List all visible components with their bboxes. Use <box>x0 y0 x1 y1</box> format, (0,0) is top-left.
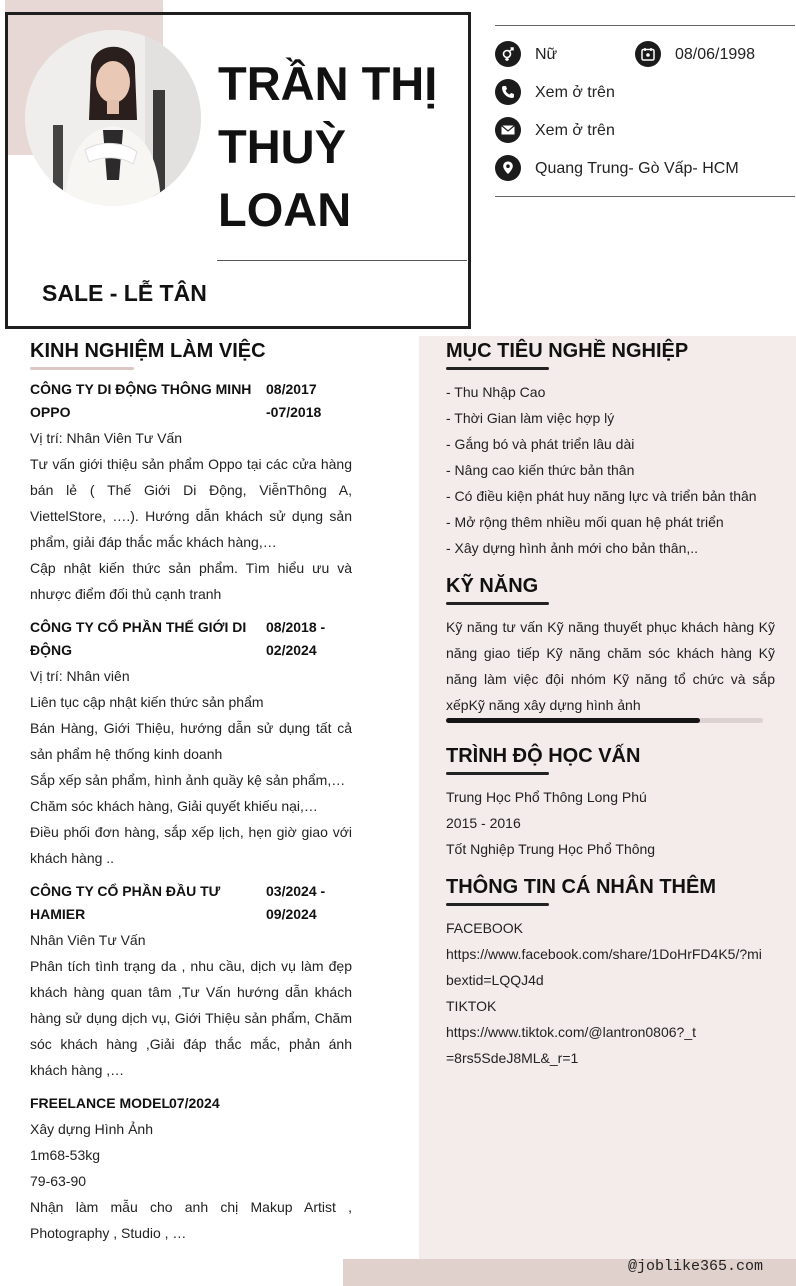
gender-icon <box>495 41 521 67</box>
job-description: Phân tích tình trạng da , nhu cầu, dịch vụ làm đẹp khách hàng quan tâm ,Tư Vấn hướng dẫn khách hàng sử dụng dịch vụ, Giới Thiệu sản phẩm, Chăm sóc khách hàng ,Giải đáp thắc mắc, phản ánh khách hàng ,… <box>30 958 352 1078</box>
job-company: FREELANCE MODEL <box>30 1095 170 1111</box>
birthday-value: 08/06/1998 <box>675 46 756 63</box>
job-description: Tư vấn giới thiệu sản phẩm Oppo tại các cửa hàng bán lẻ ( Thế Giới Di Động, ViễnThông A, ViettelStore, ….). Hướng dẫn khách sử dụng sản phẩm, giải đáp thắc mắc khách hàng,… <box>30 456 352 550</box>
objective-heading-underline <box>446 367 549 370</box>
objective-item: - Nâng cao kiến thức bản thân <box>446 462 635 478</box>
objective-item: - Mở rộng thêm nhiều mối quan hệ phát triển <box>446 514 724 530</box>
objective-item: - Có điều kiện phát huy năng lực và triển bản thân <box>446 488 757 504</box>
job-company: CÔNG TY CỔ PHẦN ĐẦU TƯ HAMIER <box>30 883 221 922</box>
email-value: Xem ở trên <box>535 122 615 139</box>
objective-heading: MỤC TIÊU NGHỀ NGHIỆP <box>446 340 689 362</box>
skills-heading-underline <box>446 602 549 605</box>
location-pin-icon <box>495 155 521 181</box>
objective-item: - Gắng bó và phát triển lâu dài <box>446 436 635 452</box>
facebook-link[interactable]: https://www.facebook.com/share/1DoHrFD4K5/?mibextid=LQQJ4d <box>446 946 762 988</box>
mail-icon <box>495 117 521 143</box>
job-role: Nhân Viên Tư Vấn <box>30 932 146 948</box>
calendar-icon <box>635 41 661 67</box>
job-period: 08/2017 -07/2018 <box>266 381 322 420</box>
skills-heading: KỸ NĂNG <box>446 575 539 597</box>
job-description: Liên tục cập nhật kiến thức sản phẩm <box>30 694 264 710</box>
job-title: SALE - LỄ TÂN <box>42 280 207 306</box>
job-description: 79-63-90 <box>30 1173 87 1189</box>
skill-level-bar <box>446 718 763 723</box>
job-period: 03/2024 - 09/2024 <box>266 883 326 922</box>
avatar <box>25 30 201 206</box>
education-heading-underline <box>446 772 549 775</box>
education-degree: Tốt Nghiệp Trung Học Phổ Thông <box>446 841 656 857</box>
job-role: Vị trí: Nhân Viên Tư Vấn <box>30 430 183 446</box>
job-description: 1m68-53kg <box>30 1147 101 1163</box>
name-divider <box>217 260 467 261</box>
job-description: Nhận làm mẫu cho anh chị Makup Artist , Photography , Studio , … <box>30 1199 352 1241</box>
job-company: CÔNG TY CỔ PHẦN THẾ GIỚI DI ĐỘNG <box>30 619 247 658</box>
gender-value: Nữ <box>535 46 558 63</box>
address-value: Quang Trung- Gò Vấp- HCM <box>535 160 739 177</box>
job-role: Xây dựng Hình Ảnh <box>30 1121 154 1137</box>
experience-heading-underline <box>30 367 134 370</box>
experience-heading: KINH NGHIỆM LÀM VIỆC <box>30 340 266 362</box>
contact-top-divider <box>495 25 795 26</box>
extra-info-heading: THÔNG TIN CÁ NHÂN THÊM <box>446 876 716 898</box>
footer-watermark: @joblike365.com <box>628 1258 764 1275</box>
job-description: Cập nhật kiến thức sản phẩm. Tìm hiểu ưu và nhược điểm đối thủ cạnh tranh <box>30 560 352 602</box>
phone-icon <box>495 79 521 105</box>
education-school: Trung Học Phổ Thông Long Phú <box>446 789 647 805</box>
job-period: 07/2024 <box>169 1095 220 1111</box>
facebook-label: FACEBOOK <box>446 920 524 936</box>
phone-value: Xem ở trên <box>535 84 615 101</box>
skills-text: Kỹ năng tư vấn Kỹ năng thuyết phục khách hàng Kỹ năng giao tiếp Kỹ năng chăm sóc khách hàng Kỹ năng làm việc đội nhóm Kỹ năng tổ chức và sắp xếpKỹ năng xây dựng hình ảnh <box>446 619 775 713</box>
candidate-name: TRẦN THỊ THUỲ LOAN <box>218 57 438 236</box>
avatar-photo <box>25 30 201 206</box>
objective-item: - Thu Nhập Cao <box>446 384 546 400</box>
tiktok-link[interactable]: https://www.tiktok.com/@lantron0806?_t=8rs5SdeJ8ML&_r=1 <box>446 1024 696 1066</box>
education-heading: TRÌNH ĐỘ HỌC VẤN <box>446 745 641 767</box>
skill-level-fill <box>446 718 700 723</box>
contact-bottom-divider <box>495 196 795 197</box>
job-period: 08/2018 - 02/2024 <box>266 619 326 658</box>
job-description: Bán Hàng, Giới Thiệu, hướng dẫn sử dụng tất cả sản phẩm hệ thống kinh doanh <box>30 720 352 762</box>
job-company: CÔNG TY DI ĐỘNG THÔNG MINH OPPO <box>30 381 252 420</box>
job-description: Chăm sóc khách hàng, Giải quyết khiếu nại,… <box>30 798 318 814</box>
objective-item: - Thời Gian làm việc hợp lý <box>446 410 615 426</box>
objective-item: - Xây dựng hình ảnh mới cho bản thân,.. <box>446 540 699 556</box>
extra-info-heading-underline <box>446 903 549 906</box>
job-description: Điều phối đơn hàng, sắp xếp lịch, hẹn giờ giao với khách hàng .. <box>30 824 352 866</box>
tiktok-label: TIKTOK <box>446 998 497 1014</box>
job-description: Sắp xếp sản phẩm, hình ảnh quầy kệ sản phẩm,… <box>30 772 346 788</box>
education-years: 2015 - 2016 <box>446 815 521 831</box>
job-role: Vị trí: Nhân viên <box>30 668 130 684</box>
